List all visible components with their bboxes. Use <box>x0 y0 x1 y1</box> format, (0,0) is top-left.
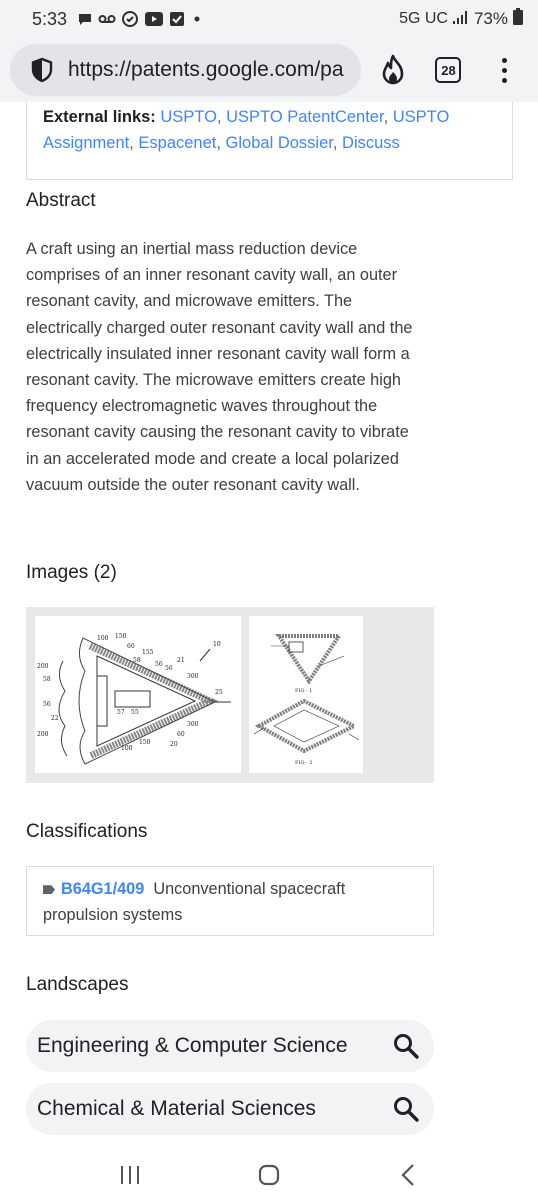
fig1-label: 155 <box>142 649 154 656</box>
external-links-label: External links: <box>43 108 156 126</box>
patent-figure-1-thumbnail[interactable] <box>35 616 241 773</box>
landscape-chip-engineering[interactable] <box>26 1020 434 1072</box>
fig1-label: 10 <box>213 641 221 648</box>
tab-count: 28 <box>441 62 456 78</box>
status-right <box>399 8 524 31</box>
fig1-label: 100 <box>97 635 109 642</box>
back-button[interactable] <box>378 1155 438 1195</box>
abstract-text: A craft using an inertial mass reduction device comprises of an inner resonant cavity wall, an outer resonant cavity, and microwave emitters. The electrically charged outer resonant cavity wall and the electrically insulated inner resonant cavity wall form a resonant cavity. The microwave emitters create high frequency electromagnetic waves throughout the resonant cavity causing the resonant cavity to vibrate in an accelerated mode and create a local polarized vacuum outside the outer resonant cavity wall. <box>26 240 413 494</box>
fig-2-caption: FIG - 2 <box>295 760 313 766</box>
fig1-label: 100 <box>121 745 133 752</box>
sync-icon <box>121 10 139 28</box>
status-time: 5:33 <box>32 8 68 29</box>
link-uspto-patentcenter[interactable]: USPTO PatentCenter <box>226 108 384 126</box>
classification-card <box>26 866 434 936</box>
back-icon[interactable] <box>400 1163 416 1187</box>
more-menu-button[interactable] <box>480 46 528 94</box>
fig1-label: 300 <box>187 673 199 680</box>
tag-icon <box>43 885 55 894</box>
fig1-label: 58 <box>133 657 141 664</box>
fig1-label: 200 <box>37 731 49 738</box>
classification-description: Unconventional spacecraft propulsion systems <box>43 880 346 924</box>
voicemail-icon <box>98 11 116 27</box>
fig1-label: 56 <box>43 701 51 708</box>
images-gallery <box>26 607 434 783</box>
chat-bubble-icon <box>77 11 93 27</box>
search-icon[interactable] <box>392 1095 420 1123</box>
search-icon[interactable] <box>392 1032 420 1060</box>
home-icon[interactable] <box>257 1163 281 1187</box>
fig1-label: 20 <box>170 741 178 748</box>
battery-level: 73% <box>473 9 508 28</box>
landscape-chip-label: Engineering & Computer Science <box>37 1034 348 1057</box>
fire-icon[interactable] <box>379 54 407 86</box>
fire-button[interactable] <box>369 46 417 94</box>
landscapes-heading: Landscapes <box>26 974 129 995</box>
fig1-label: 56 <box>155 661 163 668</box>
fig1-label: 55 <box>131 709 139 716</box>
fig-1-caption: FIG - 1 <box>295 688 313 694</box>
network-label: 5G UC <box>399 10 448 27</box>
fig1-label: 57 <box>117 709 125 716</box>
battery-icon <box>512 8 524 31</box>
landscape-chip-chemical[interactable] <box>26 1083 434 1135</box>
status-bar <box>0 0 538 38</box>
fig1-label: 150 <box>115 633 127 640</box>
tabs-icon[interactable] <box>435 57 461 83</box>
external-links-card: External links: USPTO, USPTO PatentCenter, USPTO Assignment, Espacenet, Global Dossier, Discuss <box>26 102 513 180</box>
system-nav-bar <box>0 1150 538 1200</box>
fig1-label: 25 <box>215 689 223 696</box>
fig1-label: 300 <box>187 721 199 728</box>
fig1-label: 56 <box>165 665 173 672</box>
recents-icon[interactable] <box>118 1164 142 1186</box>
images-heading: Images (2) <box>26 562 117 583</box>
fig1-label: 22 <box>51 715 59 722</box>
link-espacenet[interactable]: Espacenet <box>138 134 217 152</box>
fig1-label: 200 <box>37 663 49 670</box>
link-discuss[interactable]: Discuss <box>342 134 400 152</box>
tabs-button[interactable] <box>425 46 473 94</box>
home-button[interactable] <box>239 1155 299 1195</box>
abstract-heading: Abstract <box>26 190 96 211</box>
patent-figure-2-thumbnail[interactable] <box>249 616 363 773</box>
more-vert-icon[interactable] <box>502 58 507 83</box>
youtube-icon <box>144 11 164 27</box>
link-uspto-assignment[interactable]: USPTO Assignment <box>43 108 450 152</box>
classification-code-link[interactable]: B64G1/409 <box>61 880 145 898</box>
figure-1-drawing <box>35 616 241 773</box>
link-global-dossier[interactable]: Global Dossier <box>225 134 333 152</box>
url-text[interactable]: https://patents.google.com/pa <box>68 58 344 81</box>
recents-button[interactable] <box>100 1155 160 1195</box>
signal-icon <box>452 9 470 30</box>
figure-2-drawing <box>249 616 363 773</box>
landscape-chip-label: Chemical & Material Sciences <box>37 1097 316 1120</box>
fig1-label: 60 <box>127 643 135 650</box>
fig1-label: 150 <box>139 739 151 746</box>
checkbox-icon <box>169 11 185 27</box>
fig1-label: 21 <box>177 657 185 664</box>
page-content <box>0 102 538 1150</box>
classifications-heading: Classifications <box>26 821 148 842</box>
dot-icon <box>190 12 204 26</box>
browser-toolbar <box>0 38 538 102</box>
address-bar[interactable] <box>10 44 361 96</box>
fig1-label: 60 <box>177 731 185 738</box>
link-uspto[interactable]: USPTO <box>160 108 217 126</box>
shield-icon[interactable] <box>28 56 56 84</box>
fig1-label: 58 <box>43 676 51 683</box>
notification-icons <box>77 10 204 28</box>
